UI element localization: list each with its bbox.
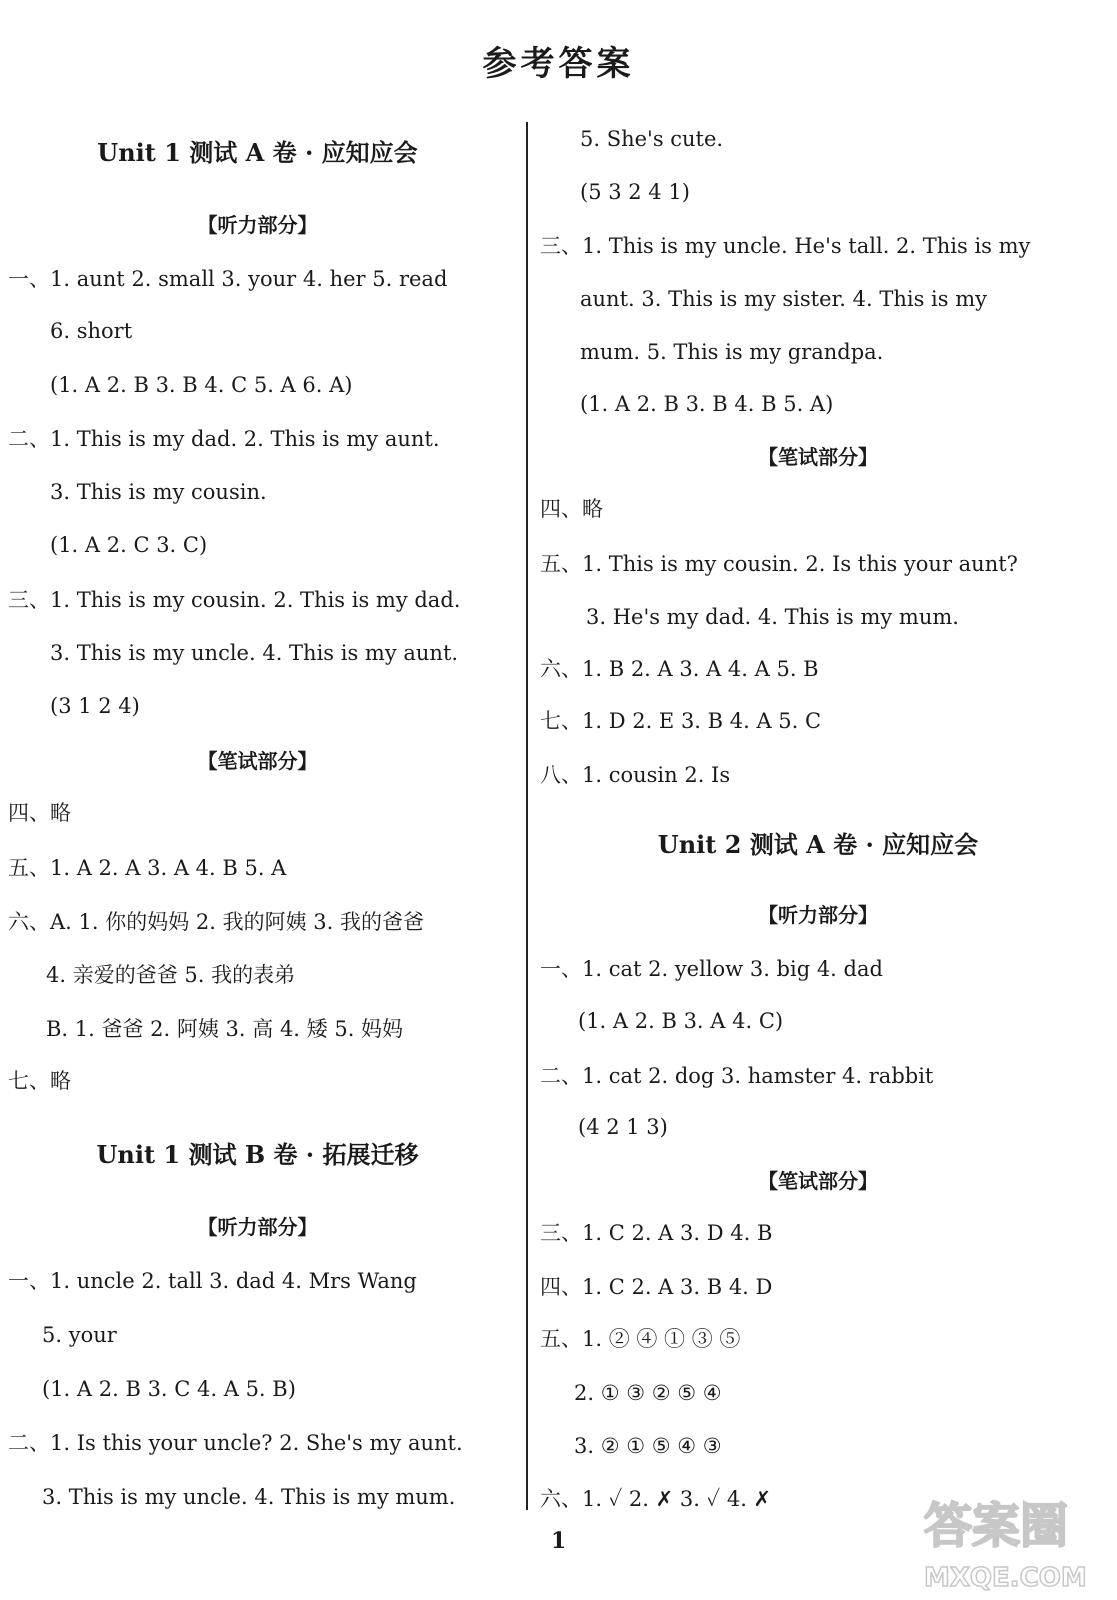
answer-line: 二、1. This is my dad. 2. This is my aunt. bbox=[8, 427, 440, 451]
answer-line: 3. This is my uncle. 4. This is my aunt. bbox=[50, 641, 459, 665]
answer-line: 一、1. cat 2. yellow 3. big 4. dad bbox=[540, 957, 883, 981]
section-subheading: 【听力部分】 bbox=[758, 903, 878, 927]
page-number: 1 bbox=[550, 1528, 567, 1554]
answer-line: 5. your bbox=[42, 1323, 117, 1347]
section-heading: Unit 1 测试 A 卷 · 应知应会 bbox=[97, 138, 418, 167]
answer-line: 五、1. A 2. A 3. A 4. B 5. A bbox=[8, 856, 287, 880]
answer-line: aunt. 3. This is my sister. 4. This is my bbox=[580, 287, 987, 311]
answer-line: 二、1. Is this your uncle? 2. She's my aunt. bbox=[8, 1431, 463, 1455]
answer-line: (1. A 2. C 3. C) bbox=[50, 533, 208, 557]
answer-line: (1. A 2. B 3. B 4. C 5. A 6. A) bbox=[50, 373, 353, 397]
answer-line: (5 3 2 4 1) bbox=[580, 180, 690, 204]
answer-line: (1. A 2. B 3. A 4. C) bbox=[578, 1009, 784, 1033]
answer-line: 八、1. cousin 2. Is bbox=[540, 763, 731, 787]
section-subheading: 【笔试部分】 bbox=[758, 1169, 878, 1193]
watermark-brand-text: 答案圈 bbox=[924, 1498, 1069, 1554]
answer-line: 四、略 bbox=[540, 497, 603, 521]
answer-line: 三、1. C 2. A 3. D 4. B bbox=[540, 1221, 773, 1245]
answer-line: 2. ① ③ ② ⑤ ④ bbox=[574, 1381, 722, 1405]
answer-line: 一、1. aunt 2. small 3. your 4. her 5. read bbox=[8, 267, 448, 291]
answer-line: (3 1 2 4) bbox=[50, 694, 140, 718]
answer-line: 3. This is my cousin. bbox=[50, 480, 267, 504]
answer-line: 3. ② ① ⑤ ④ ③ bbox=[574, 1434, 722, 1458]
section-subheading: 【听力部分】 bbox=[197, 213, 318, 237]
column-divider bbox=[526, 122, 528, 1510]
answer-line: 五、1. ② ④ ① ③ ⑤ bbox=[540, 1327, 741, 1351]
section-subheading: 【听力部分】 bbox=[197, 1215, 318, 1239]
page-title: 参考答案 bbox=[482, 44, 635, 84]
answer-line: 3. He's my dad. 4. This is my mum. bbox=[586, 605, 959, 629]
answer-line: 5. She's cute. bbox=[580, 127, 724, 151]
answer-line: 四、略 bbox=[8, 801, 71, 825]
section-subheading: 【笔试部分】 bbox=[758, 445, 878, 469]
answer-line: 五、1. This is my cousin. 2. Is this your aunt? bbox=[540, 552, 1018, 576]
answer-line: mum. 5. This is my grandpa. bbox=[580, 340, 884, 364]
answer-line: 四、1. C 2. A 3. B 4. D bbox=[540, 1275, 773, 1299]
section-heading: Unit 1 测试 B 卷 · 拓展迁移 bbox=[96, 1140, 419, 1169]
answer-line: 六、1. ✓ 2. ✗ 3. ✓ 4. ✗ bbox=[540, 1487, 772, 1511]
answer-line: 三、1. This is my uncle. He's tall. 2. This is my bbox=[540, 234, 1031, 258]
watermark-site-text: MXQE.COM bbox=[924, 1563, 1087, 1593]
section-subheading: 【笔试部分】 bbox=[197, 749, 318, 773]
answer-line: 二、1. cat 2. dog 3. hamster 4. rabbit bbox=[540, 1064, 934, 1088]
section-heading: Unit 2 测试 A 卷 · 应知应会 bbox=[657, 830, 979, 859]
answer-line: 七、1. D 2. E 3. B 4. A 5. C bbox=[540, 709, 822, 733]
answer-line: 六、A. 1. 你的妈妈 2. 我的阿姨 3. 我的爸爸 bbox=[8, 910, 424, 934]
answer-line: 七、略 bbox=[8, 1069, 71, 1093]
answer-line: 六、1. B 2. A 3. A 4. A 5. B bbox=[540, 657, 819, 681]
answer-line: 3. This is my uncle. 4. This is my mum. bbox=[42, 1485, 456, 1509]
answer-line: (1. A 2. B 3. B 4. B 5. A) bbox=[580, 392, 834, 416]
answer-line: 4. 亲爱的爸爸 5. 我的表弟 bbox=[46, 963, 296, 987]
watermark-logo bbox=[918, 1482, 1098, 1594]
answer-line: (1. A 2. B 3. C 4. A 5. B) bbox=[42, 1377, 296, 1401]
answer-line: B. 1. 爸爸 2. 阿姨 3. 高 4. 矮 5. 妈妈 bbox=[46, 1017, 404, 1041]
answer-line: 三、1. This is my cousin. 2. This is my dad. bbox=[8, 588, 461, 612]
answer-line: (4 2 1 3) bbox=[578, 1115, 668, 1139]
answer-line: 6. short bbox=[50, 319, 133, 343]
answer-line: 一、1. uncle 2. tall 3. dad 4. Mrs Wang bbox=[8, 1269, 417, 1293]
